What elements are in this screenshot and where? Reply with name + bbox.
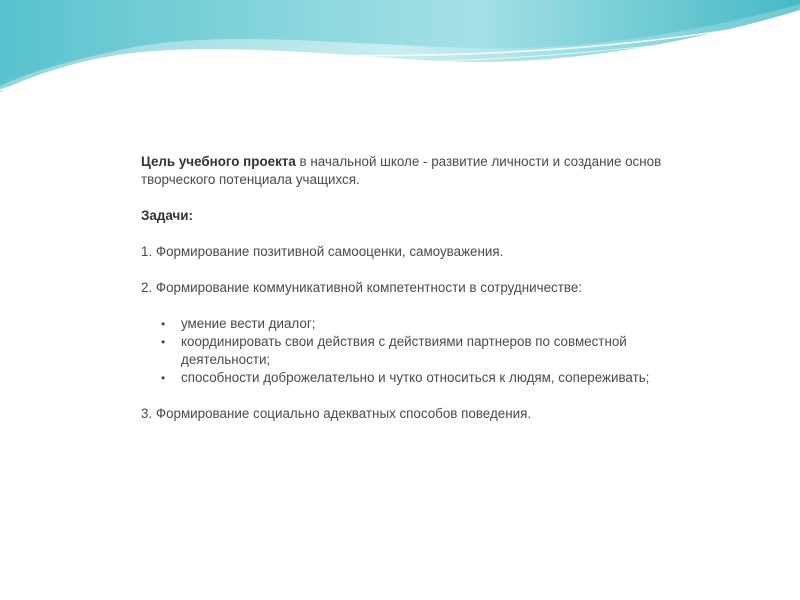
bullet-text: координировать свои действия с действиями партнеров по совместной деятельности; (181, 334, 627, 367)
slide-content (141, 153, 701, 423)
bullet-text: способности доброжелательно и чутко относиться к людям, сопереживать; (181, 370, 650, 385)
task-1: 1. Формирование позитивной самооценки, самоуважения. (141, 244, 504, 259)
task-2-bullets (141, 315, 701, 387)
goal-rest-text: в начальной школе - развитие личности и создание основ творческого потенциала учащихся. (141, 154, 662, 187)
goal-paragraph (141, 153, 701, 189)
bullet-dot-icon: • (161, 317, 166, 331)
task-2: 2. Формирование коммуникативной компетентности в сотрудничестве: (141, 280, 582, 295)
list-item (141, 333, 701, 369)
bullet-text: умение вести диалог; (181, 316, 316, 331)
goal-bold-text: Цель учебного проекта (141, 154, 296, 169)
header-wave-decoration (0, 0, 800, 120)
bullet-dot-icon: • (161, 371, 166, 385)
tasks-heading: Задачи: (141, 208, 193, 223)
bullet-dot-icon: • (161, 335, 166, 349)
list-item (141, 315, 701, 333)
task-3: 3. Формирование социально адекватных способов поведения. (141, 406, 532, 421)
list-item (141, 369, 701, 387)
